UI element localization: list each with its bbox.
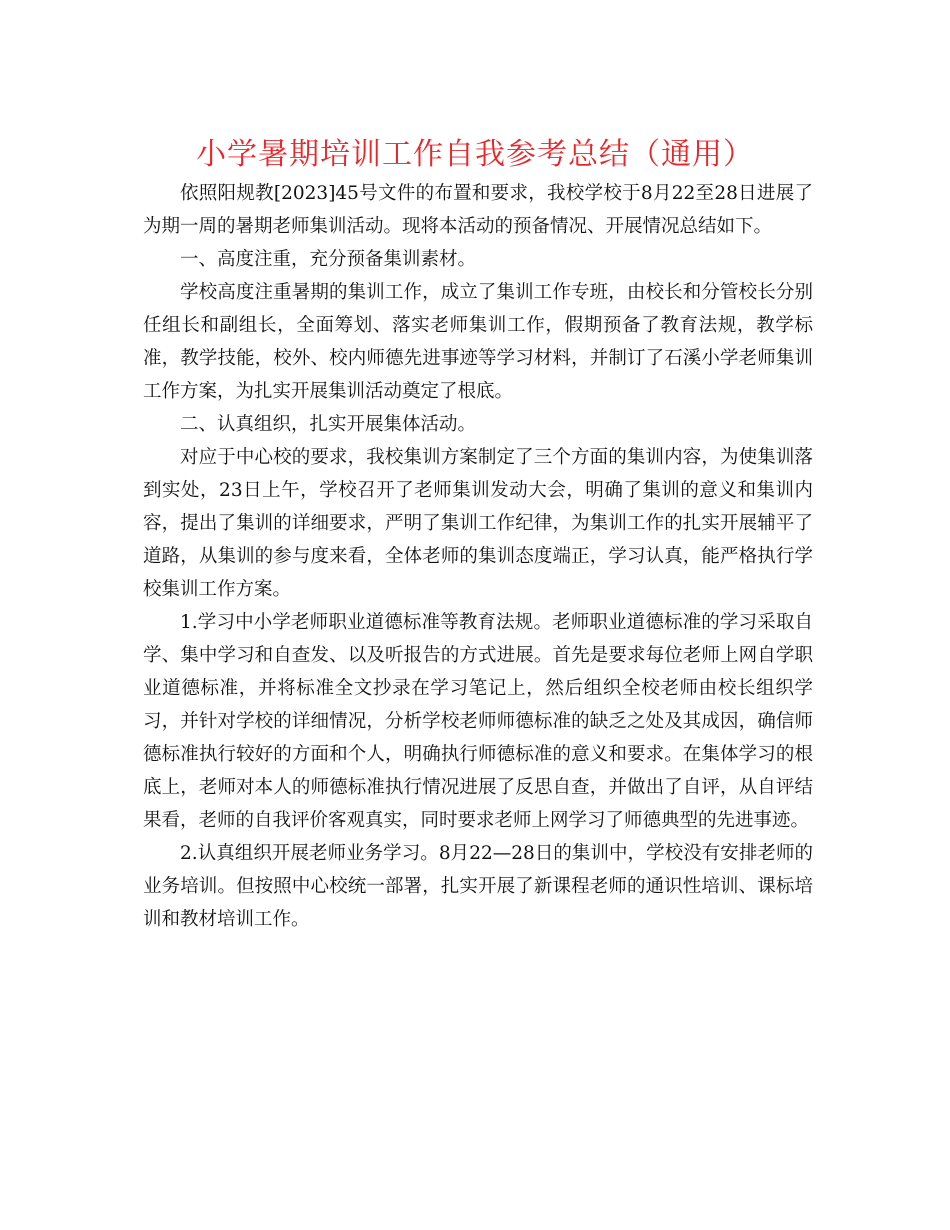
section-heading-1: 一、高度注重，充分预备集训素材。 <box>180 249 477 270</box>
paragraph-section-1: 学校高度注重暑期的集训工作，成立了集训工作专班，由校长和分管校长分别任组长和副组长，全面筹划、落实老师集训工作，假期预备了教育法规，教学标准，教学技能，校外、校内师德先进事迹等学习材料，并制订了石溪小学老师集训工作方案，为扎实开展集训活动奠定了根底。 <box>143 282 813 402</box>
paragraph-intro: 依照阳规教[2023]45号文件的布置和要求，我校学校于8月22至28日进展了为期一周的暑期老师集训活动。现将本活动的预备情况、开展情况总结如下。 <box>143 183 813 237</box>
document-body <box>143 177 813 936</box>
paragraph-section-2: 对应于中心校的要求，我校集训方案制定了三个方面的集训内容，为使集训落到实处，23日上午，学校召开了老师集训发动大会，明确了集训的意义和集训内容，提出了集训的详细要求，严明了集训工作纪律，为集训工作的扎实开展辅平了道路，从集训的参与度来看，全体老师的集训态度端正，学习认真，能严格执行学校集训工作方案。 <box>143 447 813 600</box>
section-heading-2: 二、认真组织，扎实开展集体活动。 <box>180 414 477 435</box>
document-title: 小学暑期培训工作自我参考总结（通用） <box>196 137 754 172</box>
paragraph-item-1: 1.学习中小学老师职业道德标准等教育法规。老师职业道德标准的学习采取自学、集中学习和自查发、以及听报告的方式进展。首先是要求每位老师上网自学职业道德标准，并将标准全文抄录在学习笔记上，然后组织全校老师由校长组织学习，并针对学校的详细情况，分析学校老师师德标准的缺乏之处及其成因，确信师德标准执行较好的方面和个人，明确执行师德标准的意义和要求。在集体学习的根底上，老师对本人的师德标准执行情况进展了反思自查，并做出了自评，从自评结果看，老师的自我评价客观真实，同时要求老师上网学习了师德典型的先进事迹。 <box>143 612 813 831</box>
paragraph-item-2: 2.认真组织开展老师业务学习。8月22—28日的集训中，学校没有安排老师的业务培训。但按照中心校统一部署，扎实开展了新课程老师的通识性培训、课标培训和教材培训工作。 <box>143 843 813 930</box>
